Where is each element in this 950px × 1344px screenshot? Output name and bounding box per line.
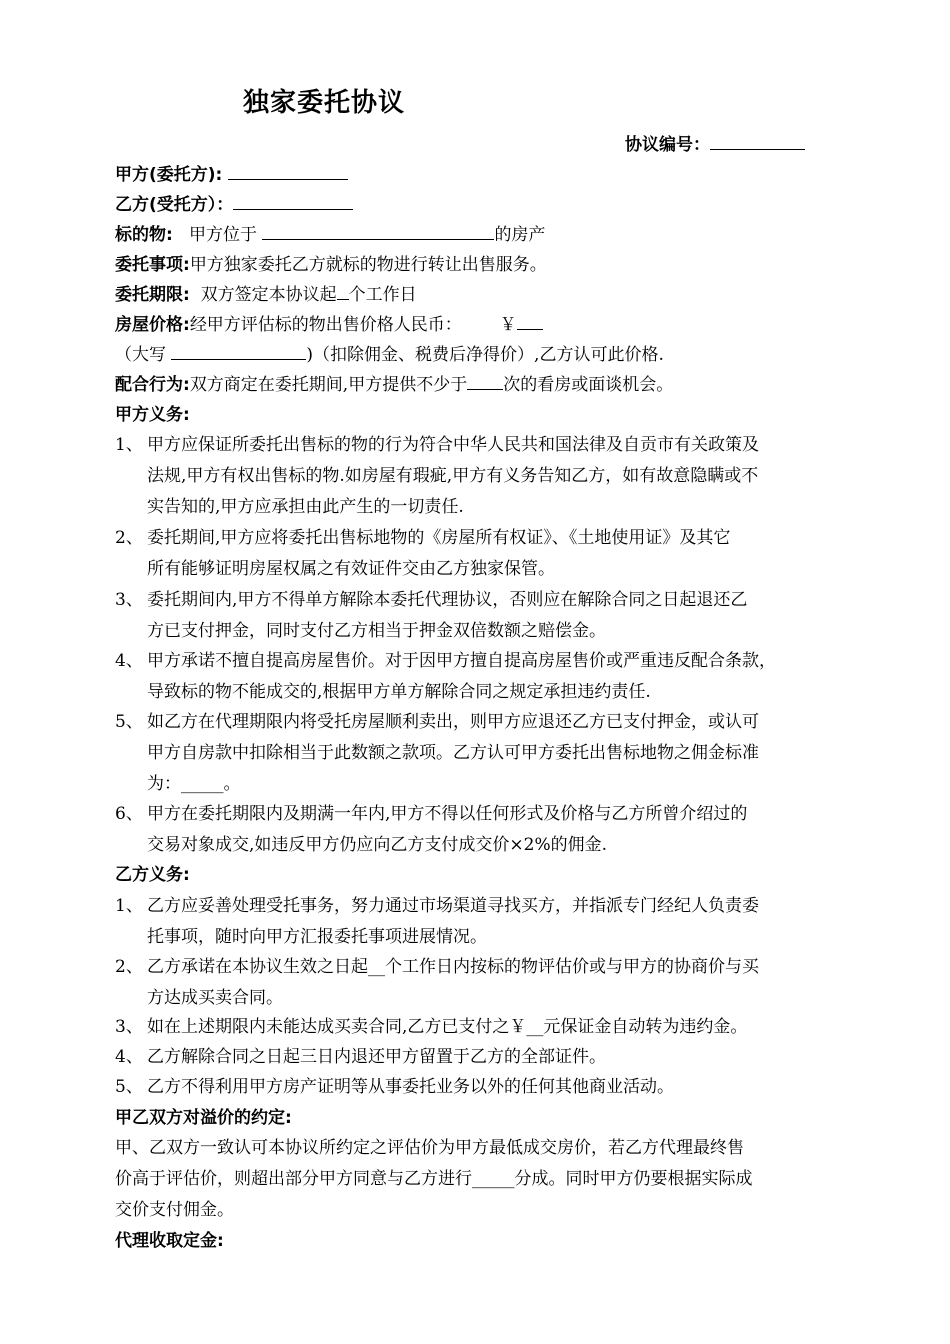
party-a-blank bbox=[228, 161, 348, 180]
period-blank bbox=[337, 281, 349, 300]
party-b-line: 乙方(受托方）： bbox=[115, 190, 850, 220]
premium-heading: 甲乙双方对溢价的约定: bbox=[115, 1108, 292, 1128]
party-b-duties-heading: 乙方义务: bbox=[115, 865, 190, 885]
price-line: 房屋价格:经甲方评估标的物出售价格人民币： ￥ bbox=[115, 310, 850, 340]
subject-address-blank bbox=[262, 221, 494, 240]
price-words-line: （大写 )（扣除佣金、税费后净得价）,乙方认可此价格. bbox=[115, 340, 850, 370]
period-line: 委托期限: 双方签定本协议起 个工作日 bbox=[115, 280, 850, 310]
price-blank bbox=[517, 311, 543, 330]
document-page: 独家委托协议 协议编号： 甲方(委托方): 乙方(受托方）： 标的物: 甲方位于 的房产 委托事项:甲方独家委托乙方就标的物进行转让出售服务。 委托期限: 双方签定本协议起 个工作日 房屋价格:经甲方评估标的物出售价格人民币： ￥ （大写 )（扣除佣金、税费后净得价）,乙方认可此价格. 配合行为:双方商定在委托期间,甲方提供不少于 次的看房或面谈机会。 甲方义务: 1、 甲方应保证所委托出售标的物的行为符合中华人民共和国法律及自贡市有关政策及 法规,甲方有权出售标的物.如房屋有瑕疵,甲方有义务告知乙方，如有故意隐瞒或不 实告知的,甲方应承担由此产生的一切责任. 2、 委托期间,甲方应将委托出售标地物的《房屋所有权证》、《土地使用证》及其它 所有能够证明房屋权属之有效证件交由乙方独家保管。 3、 委托期间内,甲方不得单方解除本委托代理协议，否则应在解除合同之日起退还乙 方已支付押金，同时支付乙方相当于押金双倍数额之赔偿金。 4、 甲方承诺不擅自提高房屋售价。对于因甲方擅自提高房屋售价或严重违反配合条款， 导致标的物不能成交的,根据甲方单方解除合同之规定承担违约责任. 5、 如乙方在代理期限内将受托房屋顺利卖出，则甲方应退还乙方已支付押金，或认可 甲方自房款中扣除相当于此数额之款项。乙方认可甲方委托出售标地物之佣金标准 为：_____。 6、 甲方在委托期限内及期满一年内,甲方不得以任何形式及价格与乙方所曾介绍过的 交易对象成交,如违反甲方仍应向乙方支付成交价×2%的佣金. 乙方义务: 1、 乙方应妥善处理受托事务，努力通过市场渠道寻找买方，并指派专门经纪人负责委 托事项，随时向甲方汇报委托事项进展情况。 2、 乙方承诺在本协议生效之日起__个工作日内按标的物评估价或与甲方的协商价与买 方达成买卖合同。 3、 如在上述期限内未能达成买卖合同,乙方已支付之￥__元保证金自动转为违约金。 4、 乙方解除合同之日起三日内退还甲方留置于乙方的全部证件。 5、 乙方不得利用甲方房产证明等从事委托业务以外的任何其他商业活动。 甲乙双方对溢价的约定: 甲、乙双方一致认可本协议所约定之评估价为甲方最低成交房价，若乙方代理最终售 价高于评估价，则超出部分甲方同意与乙方进行_____分成。同时甲方仍要根据实际成 交价支付佣金。 代理收取定金: bbox=[0, 0, 950, 1344]
price-words-blank bbox=[171, 341, 306, 360]
party-b-blank bbox=[233, 191, 353, 210]
document-title: 独家委托协议 bbox=[243, 88, 406, 118]
deposit-heading: 代理收取定金: bbox=[115, 1231, 224, 1251]
premium-paragraph: 甲、乙双方一致认可本协议所约定之评估价为甲方最低成交房价，若乙方代理最终售 价高于评估价，则超出部分甲方同意与乙方进行_____分成。同时甲方仍要根据实际成 交价支付佣金。 bbox=[115, 1138, 753, 1220]
subject-line: 标的物: 甲方位于 的房产 bbox=[115, 220, 850, 250]
matter-line: 委托事项:甲方独家委托乙方就标的物进行转让出售服务。 bbox=[115, 255, 547, 275]
cooperation-blank bbox=[467, 371, 503, 390]
cooperation-line: 配合行为:双方商定在委托期间,甲方提供不少于 次的看房或面谈机会。 bbox=[115, 370, 850, 400]
agreement-number-blank bbox=[710, 131, 805, 150]
party-a-duties-heading: 甲方义务: bbox=[115, 405, 190, 425]
agreement-number: 协议编号： bbox=[625, 130, 875, 160]
party-a-line: 甲方(委托方): bbox=[115, 160, 850, 190]
